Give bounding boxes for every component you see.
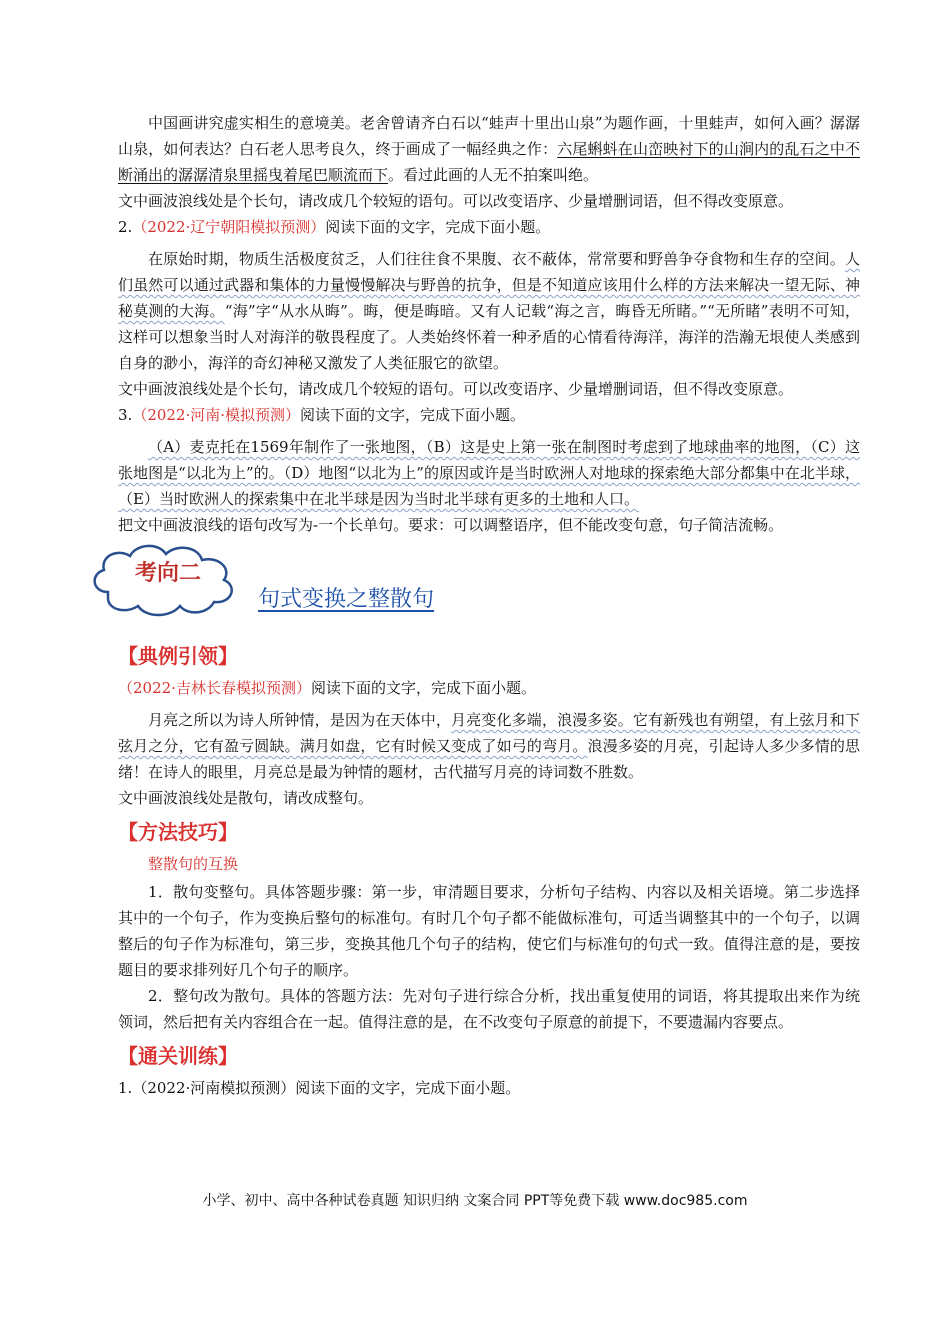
training-heading: 【通关训练】: [118, 1044, 238, 1068]
training-intro: 阅读下面的文字，完成下面小题。: [295, 1079, 521, 1097]
q1-question: 文中画波浪线处是个长句，请改成几个较短的语句。可以改变语序、少量增删词语，但不得改变原意。: [118, 192, 794, 210]
page-footer: 小学、初中、高中各种试卷真题 知识归纳 文案合同 PPT等免费下载 www.doc985.com: [202, 1193, 748, 1209]
q2-source: （2022·辽宁朝阳模拟预测）: [132, 218, 326, 236]
training-number: 1.: [118, 1079, 133, 1097]
example-heading: 【典例引领】: [118, 644, 238, 668]
q2-intro: 阅读下面的文字，完成下面小题。: [325, 218, 551, 236]
example-passage-end: 浪漫多姿的月亮，引起诗人多少多情的思绪！在诗人的眼里，月亮总是最为钟情的题材，古代描写月亮的诗词数不胜数。: [118, 737, 860, 781]
method-title: 整散句的互换: [148, 855, 239, 873]
q2-number: 2.: [118, 218, 133, 236]
q1-underlined-text: 六尾蝌蚪在山峦映衬下的山涧内的乱石之中不断涌出的潺潺清泉里摇曳着尾巴顺流而下: [118, 140, 860, 184]
q1-passage-text: 中国画讲究虚实相生的意境美。老舍曾请齐白石以“蛙声十里出山泉”为题作画，十里蛙声，如何入画？潺潺山泉，如何表达？白石老人思考良久，终于画成了一幅经典之作：: [118, 114, 860, 158]
training-source: （2022·河南模拟预测）: [132, 1079, 296, 1097]
method-heading: 【方法技巧】: [118, 820, 238, 844]
cloud-label: 考向二: [134, 561, 201, 586]
q3-source: （2022·河南·模拟预测）: [132, 406, 301, 424]
example-intro: 阅读下面的文字，完成下面小题。: [310, 679, 536, 697]
example-header: [118, 675, 860, 701]
q3-question: 把文中画波浪线的语句改写为-一个长单句。要求：可以调整语序，但不能改变句意，句子简洁流畅。: [118, 516, 784, 534]
example-passage-text: 月亮之所以为诗人所钟情，是因为在天体中，: [148, 711, 452, 729]
q2-passage-text: 在原始时期，物质生活极度贫乏，人们往往食不果腹、衣不蔽体，常常要和野兽争夺食物和生存的空间。: [148, 250, 845, 268]
q2-question: 文中画波浪线处是个长句，请改成几个较短的语句。可以改变语序、少量增删词语，但不得改变原意。: [118, 380, 794, 398]
q1-passage: [118, 110, 860, 188]
q1-passage-end: 。看过此画的人无不拍案叫绝。: [388, 166, 599, 184]
q3-intro: 阅读下面的文字，完成下面小题。: [300, 406, 526, 424]
q3-header: [118, 402, 860, 428]
example-passage: [118, 707, 860, 785]
q3-wavy-text: （A）麦克托在1569年制作了一张地图，（B）这是史上第一张在制图时考虑到了地球曲率的地图，（C）这张地图是“以北为上”的。（D）地图“以北为上”的原因或许是当时欧洲人对地球的探索绝大部分都集中在北半球，（E）当时欧洲人的探索集中在北半球是因为当时北半球有更多的土地和人口。: [118, 438, 860, 508]
q2-header: [118, 214, 860, 240]
example-question: 文中画波浪线处是散句，请改成整句。: [118, 789, 374, 807]
section-subtitle: 句式变换之整散句: [258, 587, 435, 612]
q2-wavy-text: 人们虽然可以通过武器和集体的力量慢慢解决与野兽的抗争，但是不知道应该用什么样的方法来解决一望无际、神秘莫测的大海。: [118, 250, 860, 320]
method-point-2: 2．整句改为散句。具体的答题方法：先对句子进行综合分析，找出重复使用的词语，将其提取出来作为统领词，然后把有关内容组合在一起。值得注意的是，在不改变句子原意的前提下，不要遗漏内容要点。: [118, 987, 860, 1031]
section-two-banner: [118, 540, 860, 635]
example-wavy-text: 月亮变化多端，浪漫多姿。它有新残也有朔望，有上弦月和下弦月之分，它有盈亏圆缺。满月如盘，它有时候又变成了如弓的弯月。: [118, 711, 860, 755]
q2-passage-end: “海”字“从水从晦”。晦，便是晦暗。又有人记载“海之言，晦昏无所睹。”“无所睹”表明不可知，这样可以想象当时人对海洋的敬畏程度了。人类始终怀着一种矛盾的心情看待海洋，海洋的浩瀚无垠使人类感到自身的渺小，海洋的奇幻神秘又激发了人类征服它的欲望。: [118, 302, 860, 372]
q3-number: 3.: [118, 406, 133, 424]
method-point-1: 1．散句变整句。具体答题步骤：第一步，审清题目要求，分析句子结构、内容以及相关语境。第二步选择其中的一个句子，作为变换后整句的标准句。有时几个句子都不能做标准句，可适当调整其中的一个句子，以调整后的句子作为标准句，第三步，变换其他几个句子的结构，使它们与标准句的句式一致。值得注意的是，要按题目的要求排列好几个句子的顺序。: [118, 883, 860, 979]
q3-passage: [118, 434, 860, 512]
training-header: [118, 1075, 860, 1101]
q2-passage: [118, 246, 860, 376]
document-page: [118, 110, 860, 1101]
example-source: （2022·吉林长春模拟预测）: [118, 679, 311, 697]
